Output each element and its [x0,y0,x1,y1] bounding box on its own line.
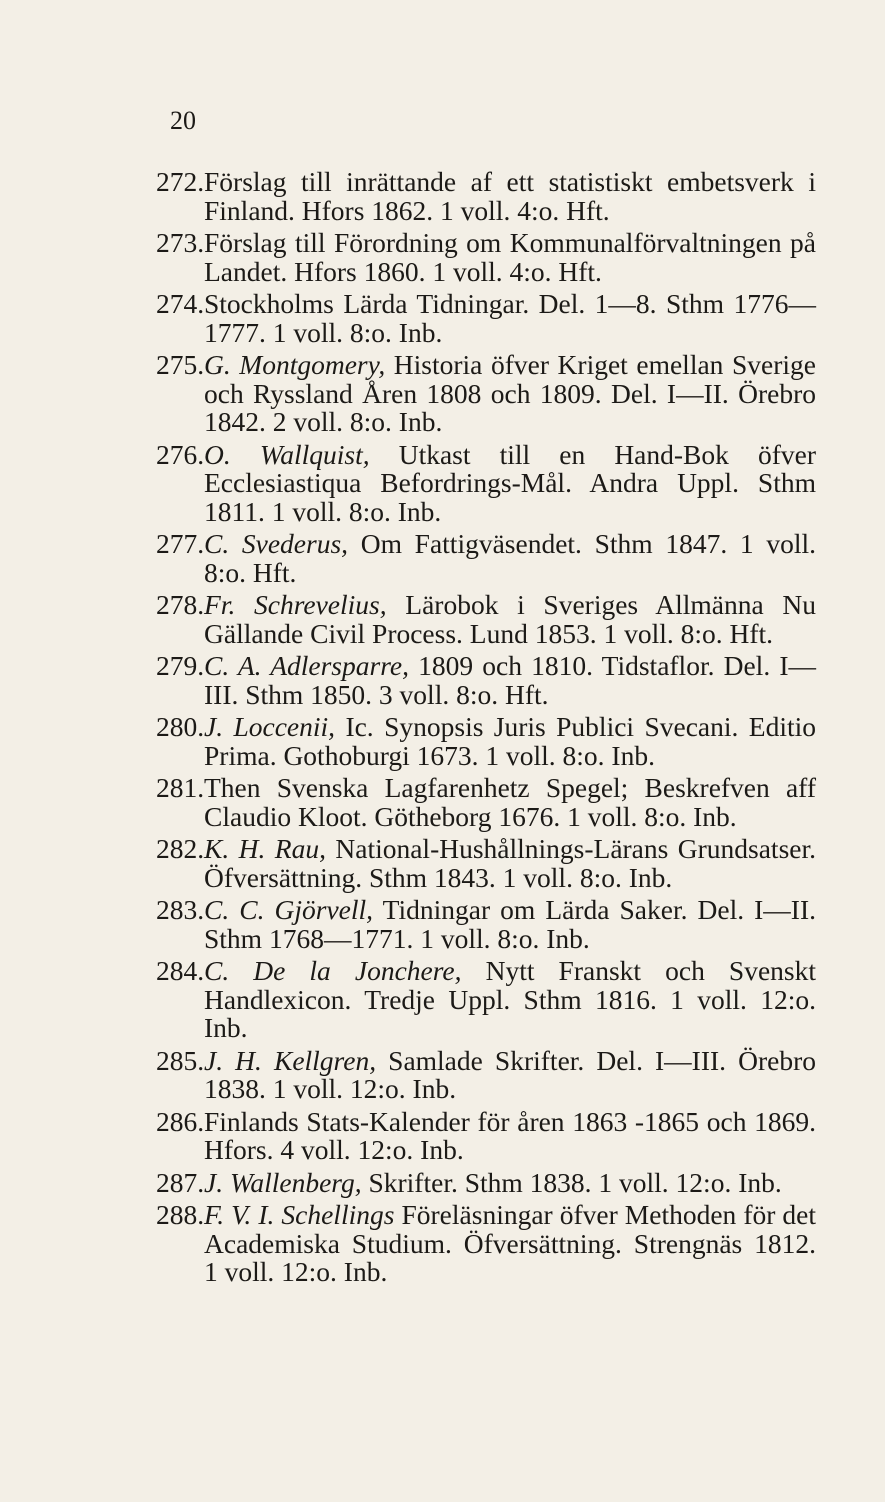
entry-author: O. Wallquist, [204,438,370,470]
entry-author: J. Loccenii, [204,711,336,742]
catalog-entry [156,1044,816,1104]
entry-number: 287. [156,1166,205,1198]
entry-number: 273. [156,227,205,258]
catalog-entry [156,530,816,587]
entry-text: Stockholms Lärda Tidningar. Del. 1—8. Sthm 1776—1777. 1 voll. 8:o. Inb. [204,288,816,348]
catalog-entry [156,438,817,527]
entry-number: 277. [156,528,205,559]
entry-text: Lärobok i Sveriges Allmänna Nu Gällande Civil Process. Lund 1853. 1 voll. 8:o. Hft. [204,589,816,649]
catalog-entry [156,1201,816,1287]
entry-text: Om Fattigväsendet. Sthm 1847. 1 voll. 8:o. Hft. [204,528,816,588]
catalog-entry [156,774,816,831]
entry-text: National-Hushållnings-Lärans Grundsatser. Öfversättning. Sthm 1843. 1 voll. 8:o. Inb. [204,833,816,893]
entry-number: 275. [156,349,205,380]
catalog-entry [156,896,816,953]
catalog-entry [156,351,816,437]
entry-author: J. H. Kellgren, [204,1044,377,1076]
entry-number: 274. [156,288,205,319]
entry-text: Skrifter. Sthm 1838. 1 voll. 12:o. Inb. [368,1166,782,1198]
entry-text: 1809 och 1810. Tidstaflor. Del. I—III. Sthm 1850. 3 voll. 8:o. Hft. [204,650,816,710]
catalog-entry [156,835,816,892]
entry-text: Förslag till inrättande af ett statistiskt embetsverk i Finland. Hfors 1862. 1 voll. 4:o. Hft. [204,166,816,226]
catalog-entry [156,652,816,709]
entry-number: 276. [156,438,205,470]
entry-number: 286. [156,1105,205,1137]
entry-text: Finlands Stats-Kalender för åren 1863 -1865 och 1869. Hfors. 4 voll. 12:o. Inb. [204,1105,816,1165]
entry-number: 283. [156,894,205,925]
entry-number: 288. [156,1199,205,1230]
entry-text: Nytt Franskt och Svenskt Handlexicon. Tredje Uppl. Sthm 1816. 1 voll. 12:o. Inb. [204,955,816,1043]
entry-number: 282. [156,833,205,864]
catalog-entry [156,168,816,225]
entry-number: 278. [156,589,205,620]
catalog-entry [156,229,816,286]
entry-text: Förslag till Förordning om Kommunalförvaltningen på Landet. Hfors 1860. 1 voll. 4:o. Hft. [204,227,816,287]
entry-number: 280. [156,711,205,742]
entry-text: Samlade Skrifter. Del. I—III. Örebro 1838. 1 voll. 12:o. Inb. [204,1044,816,1104]
entry-text: Historia öfver Kriget emellan Sverige och Ryssland Åren 1808 och 1809. Del. I—II. Örebro 1842. 2 voll. 8:o. Inb. [204,349,816,437]
entry-text: Tidningar om Lärda Saker. Del. I—II. Sthm 1768—1771. 1 voll. 8:o. Inb. [204,894,816,954]
entry-number: 272. [156,166,205,197]
entry-number: 284. [156,955,205,986]
catalog-entry [156,957,816,1043]
entry-author: C. Svederus, [204,528,349,559]
entry-text: Föreläsningar öfver Methoden för det Academiska Studium. Öfversättning. Strengnäs 1812. 1 voll. 12:o. Inb. [204,1199,817,1287]
entry-number: 279. [156,650,205,681]
entry-author: G. Montgomery, [204,349,386,380]
entry-author: C. De la Jonchere, [204,955,462,986]
catalog-entry [156,591,816,648]
entry-author: C. A. Adlersparre, [204,650,409,681]
entry-number: 281. [156,772,205,803]
catalog-entry [156,1105,816,1165]
entry-author: F. V. I. Schellings [204,1199,395,1230]
entry-text: Then Svenska Lagfarenhetz Spegel; Beskrefven aff Claudio Kloot. Götheborg 1676. 1 voll. 8:o. Inb. [204,772,816,832]
entry-author: C. C. Gjörvell, [204,894,374,925]
catalog-entry [156,1166,816,1198]
entry-number: 285. [156,1044,205,1076]
entry-author: K. H. Rau, [204,833,326,864]
catalog-entry [156,290,816,347]
entry-author: Fr. Schrevelius, [204,589,387,620]
entry-text: Utkast till en Hand-Bok öfver Ecclesiastiqua Befordrings-Mål. Andra Uppl. Sthm 1811. 1 voll. 8:o. Inb. [204,438,817,527]
catalog-entry-list [156,168,816,1291]
entry-author: J. Wallenberg, [204,1166,362,1198]
page-number: 20 [170,106,196,135]
catalog-entry [156,713,816,770]
entry-text: Ic. Synopsis Juris Publici Svecani. Editio Prima. Gothoburgi 1673. 1 voll. 8:o. Inb. [204,711,816,771]
